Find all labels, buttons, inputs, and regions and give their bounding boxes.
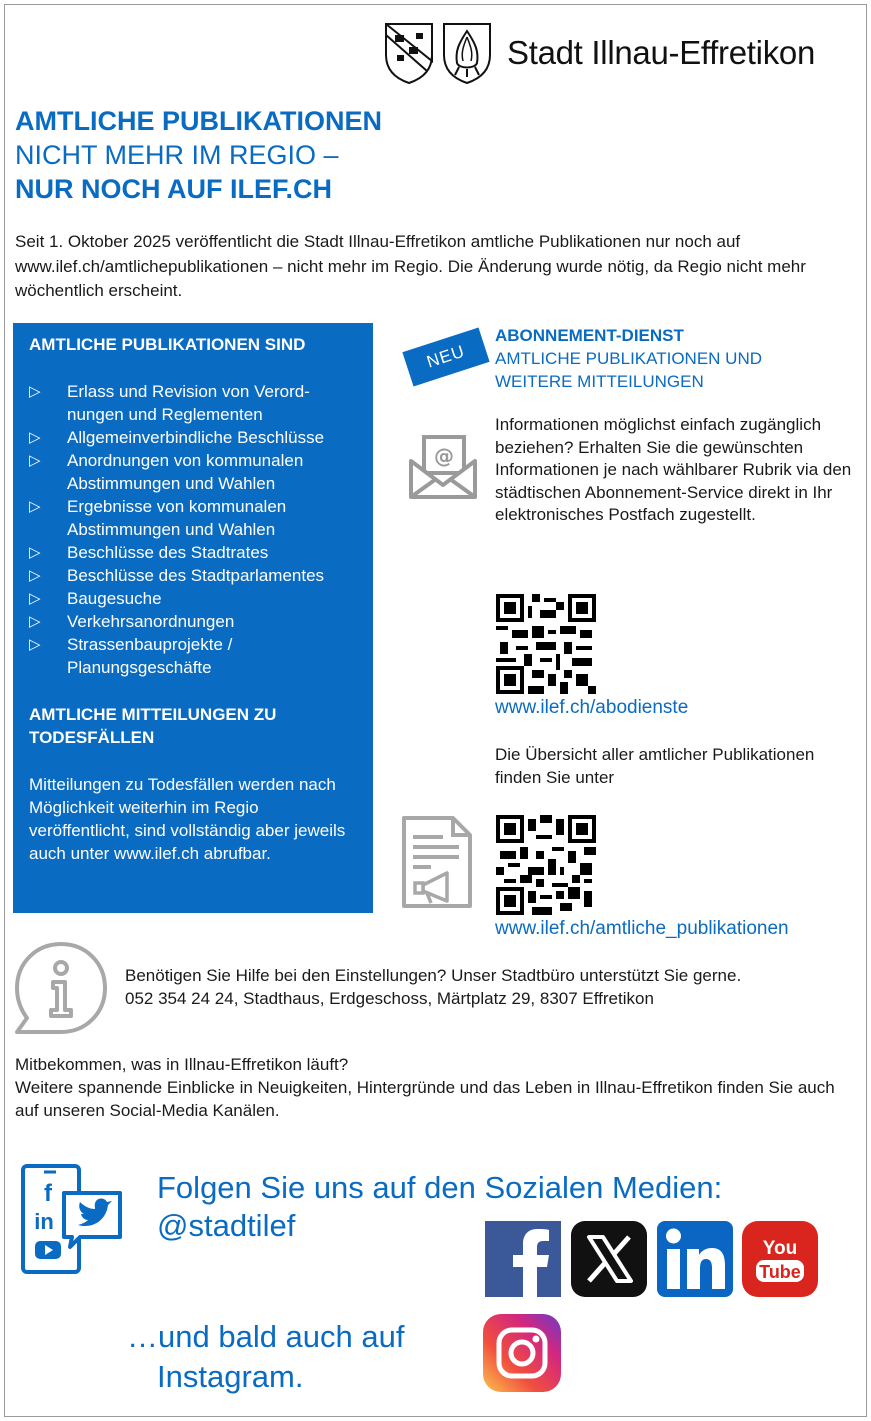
header-logo — [383, 20, 815, 86]
list-item: ▷ Baugesuche — [29, 587, 357, 610]
crest-effretikon-icon — [441, 21, 493, 85]
svg-text:@: @ — [434, 444, 454, 468]
instagram-icon[interactable] — [483, 1314, 561, 1392]
abo-subtitle-2: WEITERE MITTEILUNGEN — [495, 372, 704, 391]
publications-box — [13, 323, 373, 913]
svg-text:Tube: Tube — [759, 1262, 801, 1282]
follow-text: Folgen Sie uns auf den Sozialen Medien: — [157, 1170, 723, 1205]
new-badge: NEU — [402, 328, 489, 387]
facebook-icon[interactable] — [485, 1221, 561, 1297]
intro-text: Seit 1. Oktober 2025 veröffentlicht die Stadt Illnau-Effretikon amtliche Publikationen nur noch auf www.ilef.ch/amtlichepublikationen – nicht mehr im Regio. Die Änderung wurde nötig, da Regio nicht mehr wöchentlich erscheint. — [15, 232, 806, 300]
abo-heading — [495, 324, 762, 393]
abo-subtitle-1: AMTLICHE PUBLIKATIONEN UND — [495, 349, 763, 368]
list-item: ▷ Strassenbauprojekte / Planungsgeschäfte — [29, 633, 357, 679]
abodienste-link[interactable]: www.ilef.ch/abodienste — [495, 697, 689, 718]
instagram-note-line1: …und bald auch auf — [127, 1319, 405, 1354]
svg-text:You: You — [762, 1238, 798, 1259]
instagram-note — [127, 1317, 405, 1397]
svg-text:f: f — [44, 1180, 52, 1207]
deaths-text: Mitteilungen zu Todesfällen werden nach Möglichkeit weiterhin im Regio veröffentlicht, sind vollständig aber jeweils auch unter www.ilef.ch abrufbar. — [29, 775, 346, 863]
qr-code-publikationen[interactable] — [496, 815, 596, 915]
email-icon — [408, 433, 478, 501]
publications-title: AMTLICHE PUBLIKATIONEN SIND — [29, 335, 306, 354]
list-item: ▷ Verkehrsanordnungen — [29, 610, 357, 633]
crest-illnau-icon — [383, 21, 435, 85]
social-intro-line1: Mitbekommen, was in Illnau-Effretikon läuft? — [15, 1055, 349, 1074]
list-item: ▷ Beschlüsse des Stadtparlamentes — [29, 564, 357, 587]
list-item: ▷ Allgemeinverbindliche Beschlüsse — [29, 426, 357, 449]
headline — [15, 104, 382, 206]
list-item: ▷ Erlass und Revision von Verord-nungen und Reglementen — [29, 380, 357, 426]
social-handle: @stadtilef — [157, 1208, 296, 1243]
social-intro — [15, 1053, 860, 1122]
svg-text:in: in — [34, 1209, 54, 1234]
publikationen-link[interactable]: www.ilef.ch/amtliche_publikationen — [495, 918, 789, 939]
publications-list — [29, 380, 357, 679]
instagram-note-line2: Instagram. — [157, 1359, 304, 1394]
qr-code-abodienste[interactable] — [496, 594, 596, 694]
headline-line1: AMTLICHE PUBLIKATIONEN — [15, 106, 382, 136]
document-announcement-icon — [401, 815, 473, 909]
deaths-title: AMTLICHE MITTEILUNGEN ZU TODESFÄLLEN — [29, 705, 277, 747]
help-section — [125, 964, 741, 1010]
help-line1: Benötigen Sie Hilfe bei den Einstellungen? Unser Stadtbüro unterstützt Sie gerne. — [125, 966, 742, 985]
youtube-icon[interactable] — [742, 1221, 818, 1297]
social-media-cluster-icon — [20, 1163, 124, 1277]
help-contact: 052 354 24 24, Stadthaus, Erdgeschoss, Märtplatz 29, 8307 Effretikon — [125, 989, 654, 1008]
brand-name: Stadt Illnau-Effretikon — [507, 34, 816, 71]
list-item: ▷ Beschlüsse des Stadtrates — [29, 541, 357, 564]
list-item: ▷ Anordnungen von kommunalen Abstimmungen und Wahlen — [29, 449, 357, 495]
abo-title: ABONNEMENT-DIENST — [495, 326, 684, 345]
headline-line2: NICHT MEHR IM REGIO – — [15, 140, 339, 170]
headline-line3: NUR NOCH AUF ILEF.CH — [15, 174, 332, 204]
list-item: ▷ Ergebnisse von kommunalen Abstimmungen und Wahlen — [29, 495, 357, 541]
x-icon[interactable] — [571, 1221, 647, 1297]
info-icon — [13, 940, 109, 1036]
overview-text: Die Übersicht aller amtlicher Publikationen finden Sie unter — [495, 745, 815, 787]
abo-text: Informationen möglichst einfach zugänglich beziehen? Erhalten Sie die gewünschten Informationen je nach wählbarer Rubrik via den städtischen Abonnement-Service direkt in Ihr elektronisches Postfach zugestellt. — [495, 415, 852, 524]
social-intro-line2: Weitere spannende Einblicke in Neuigkeiten, Hintergründe und das Leben in Illnau-Effretikon finden Sie auch auf unseren Social-Media Kanälen. — [15, 1078, 835, 1120]
linkedin-icon[interactable] — [657, 1221, 733, 1297]
